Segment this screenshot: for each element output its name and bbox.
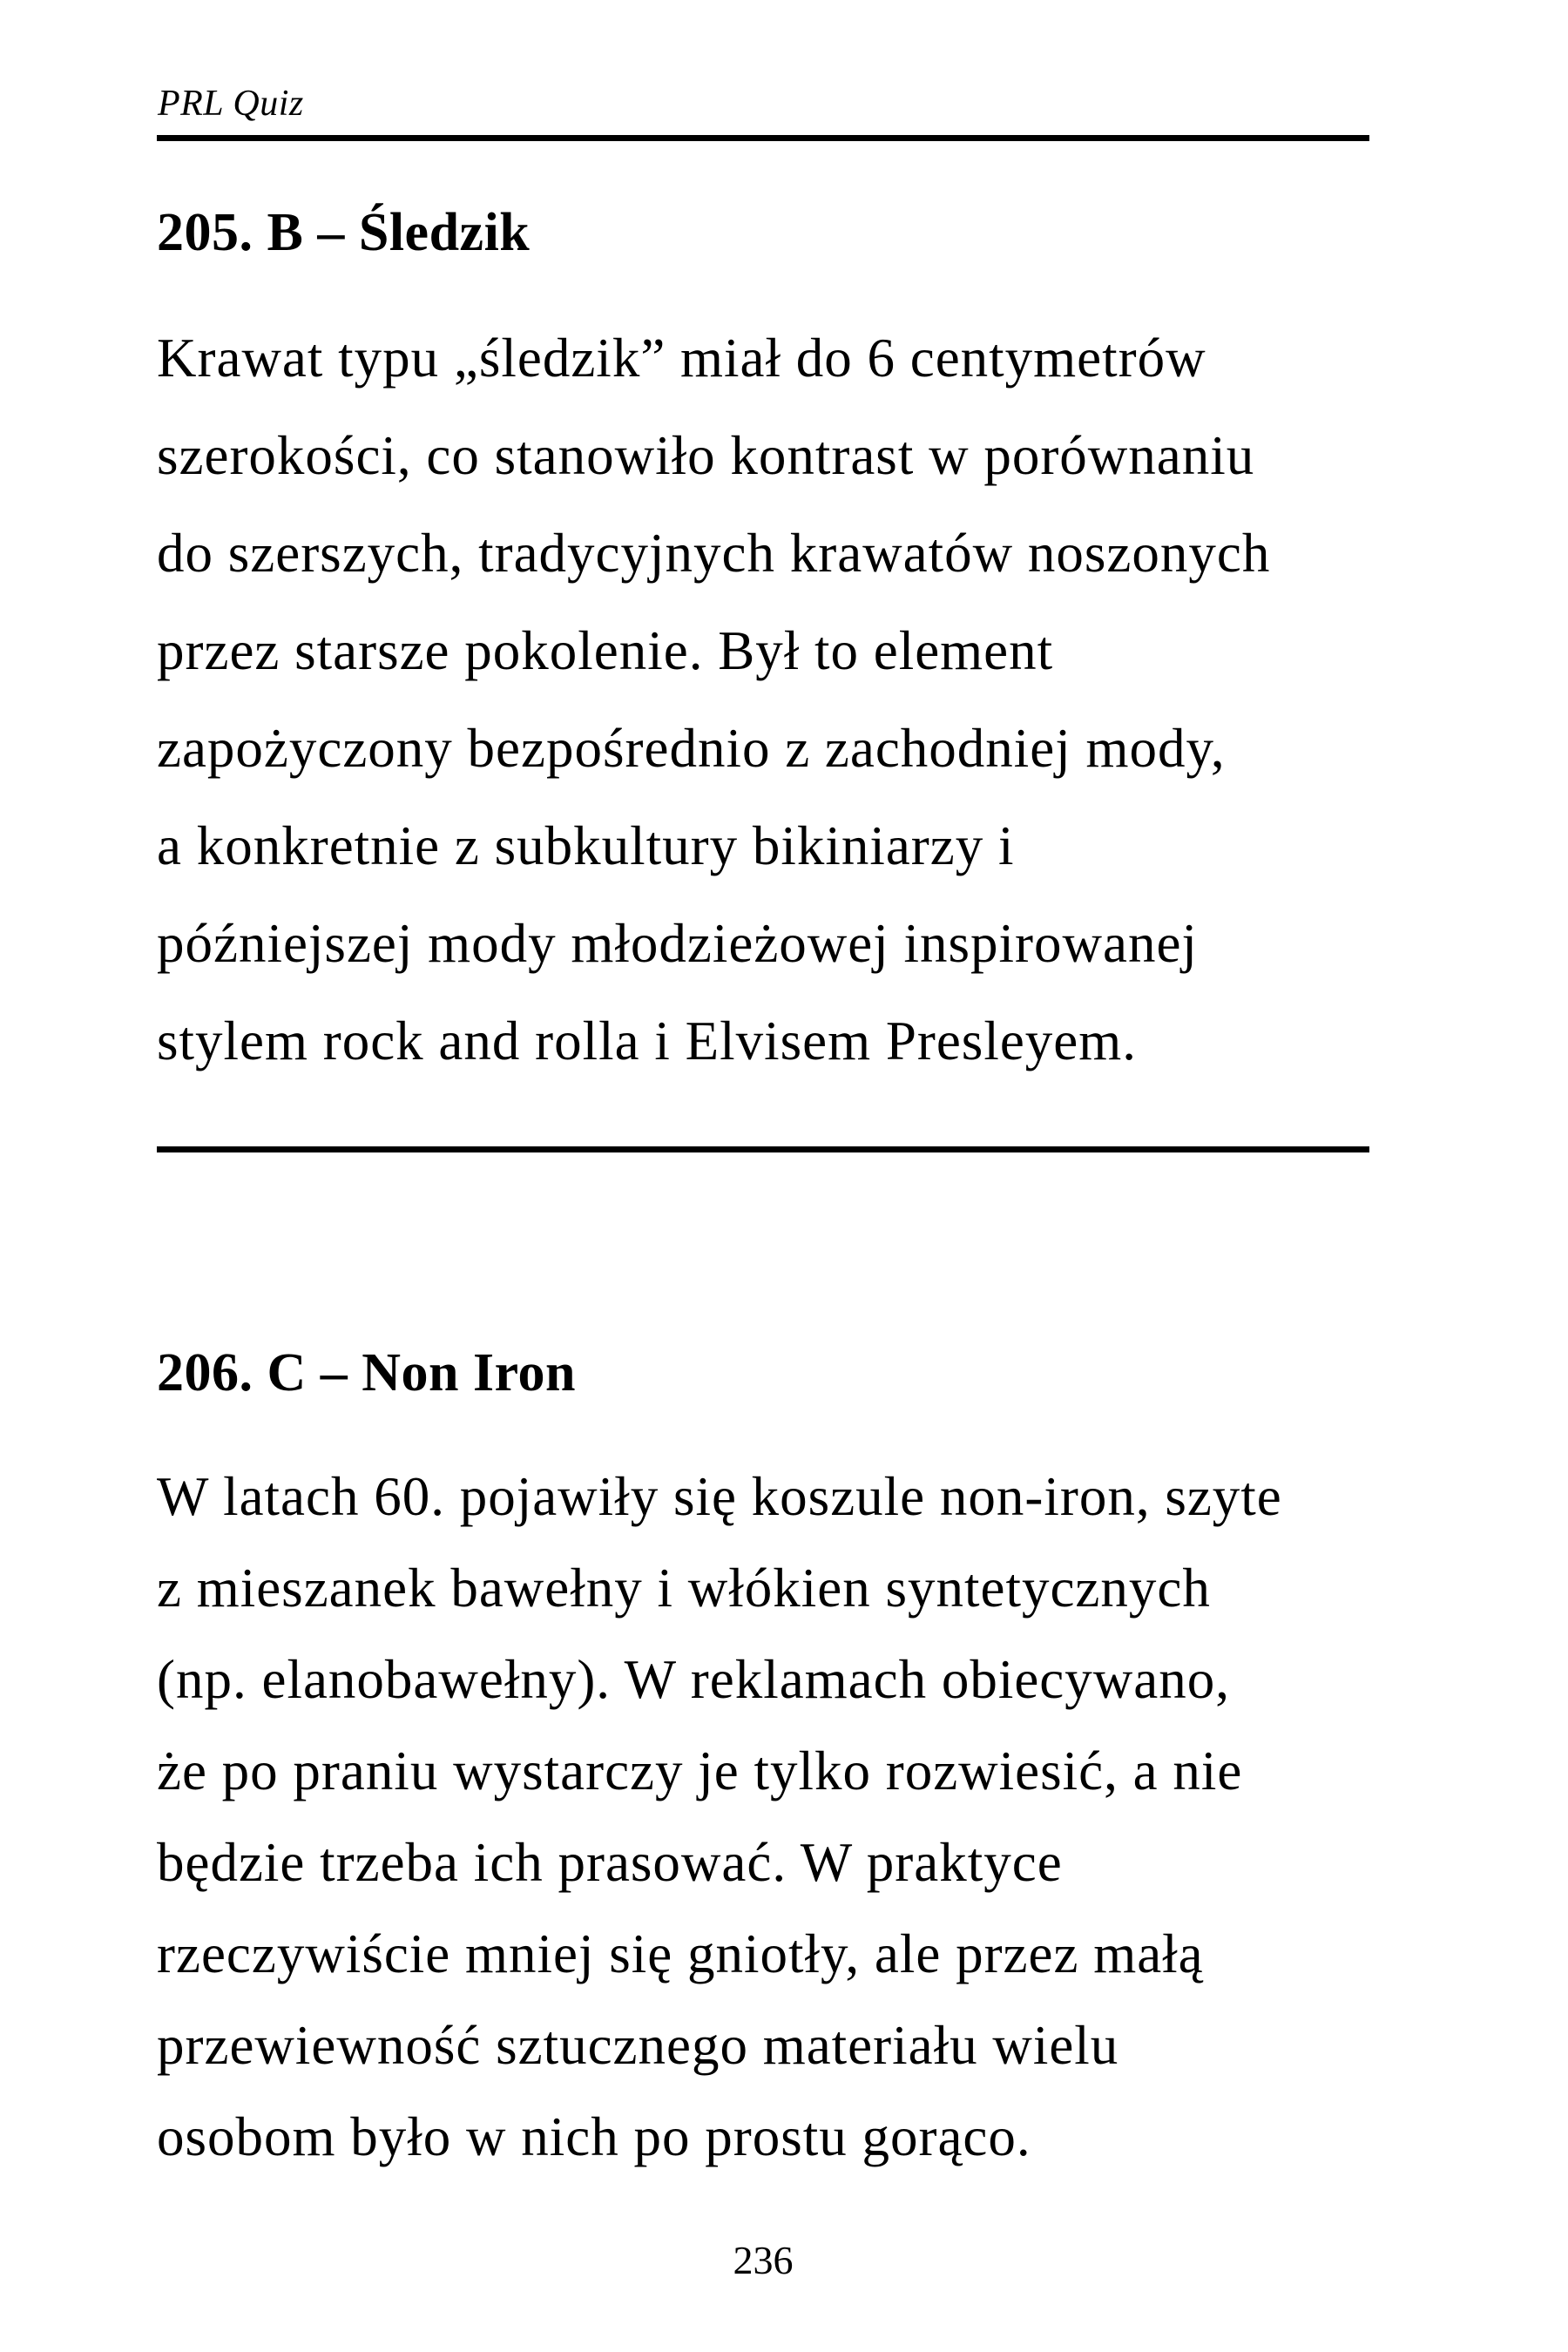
section-divider (157, 1146, 1369, 1152)
body-line: że po praniu wystarczy je tylko rozwiesić, a nie (157, 1740, 1243, 1801)
answer-heading-206: 206. C – Non Iron (157, 1343, 577, 1402)
body-line: Krawat typu „śledzik” miał do 6 centymetrów (157, 328, 1206, 389)
body-line: zapożyczony bezpośrednio z zachodniej mody, (157, 718, 1226, 779)
body-line: stylem rock and rolla i Elvisem Presleyem. (157, 1010, 1137, 1071)
answer-heading-205: 205. B – Śledzik (157, 203, 531, 262)
body-line: szerokości, co stanowiło kontrast w porównaniu (157, 425, 1255, 486)
body-line: (np. elanobawełny). W reklamach obiecywano, (157, 1649, 1230, 1710)
body-line: przez starsze pokolenie. Był to element (157, 620, 1054, 681)
answer-body-206 (157, 1451, 1282, 2183)
header-rule (157, 135, 1369, 141)
body-line: z mieszanek bawełny i włókien syntetycznych (157, 1558, 1211, 1619)
body-line: przewiewność sztucznego materiału wielu (157, 2015, 1119, 2076)
body-line: a konkretnie z subkultury bikiniarzy i (157, 815, 1015, 876)
running-header: PRL Quiz (158, 84, 304, 124)
page-number: 236 (733, 2238, 794, 2282)
body-line: późniejszej mody młodzieżowej inspirowanej (157, 913, 1198, 974)
body-line: rzeczywiście mniej się gniotły, ale przez małą (157, 1923, 1204, 1984)
answer-body-205 (157, 309, 1270, 1090)
body-line: W latach 60. pojawiły się koszule non-iron, szyte (157, 1466, 1282, 1527)
body-line: do szerszych, tradycyjnych krawatów noszonych (157, 523, 1271, 584)
body-line: będzie trzeba ich prasować. W praktyce (157, 1832, 1063, 1893)
body-line: osobom było w nich po prostu gorąco. (157, 2106, 1031, 2167)
